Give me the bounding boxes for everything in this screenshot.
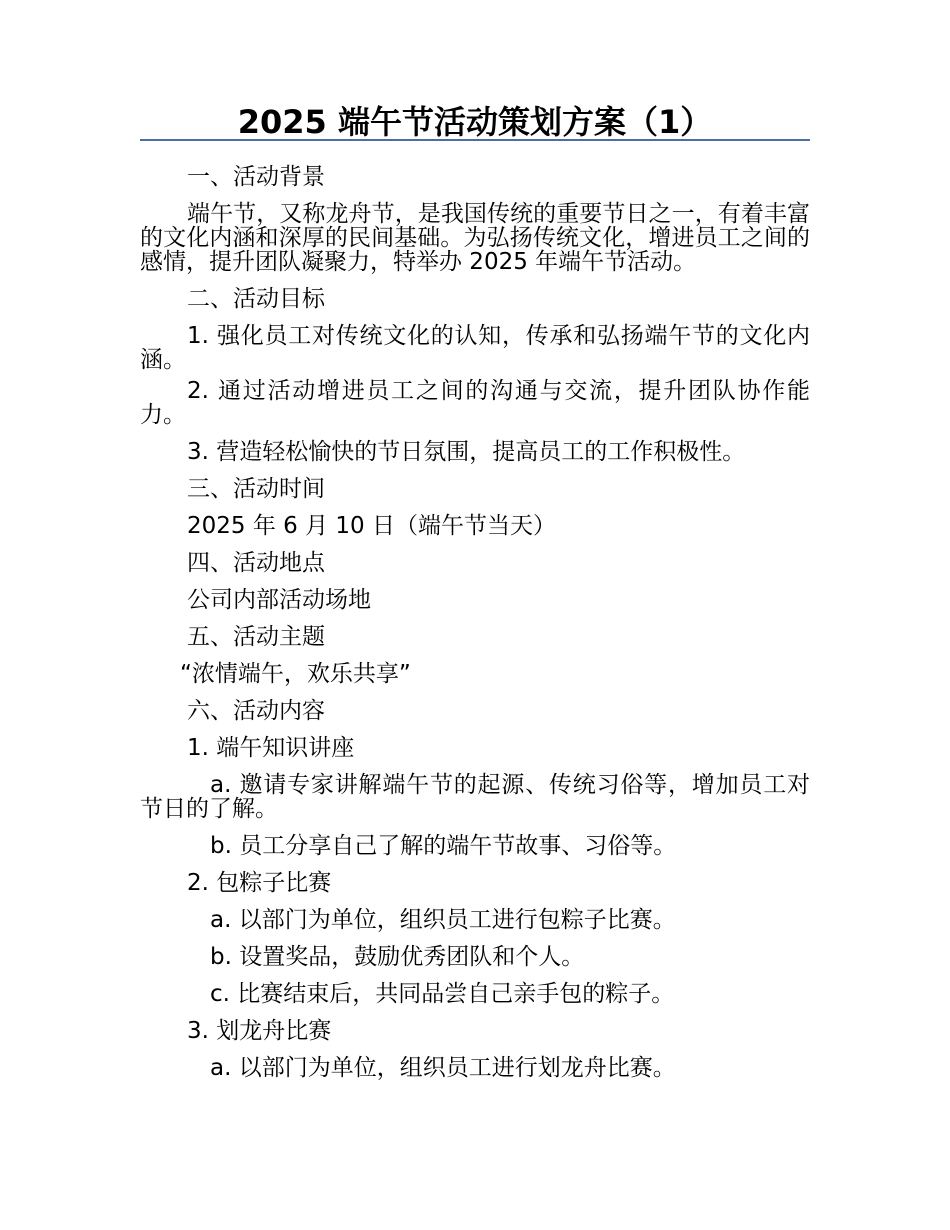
content-subitem-lecture-a: a. 邀请专家讲解端午节的起源、传统习俗等，增加员工对节日的了解。 — [140, 772, 810, 822]
section-heading-theme: 五、活动主题 — [187, 624, 325, 650]
activity-date: 2025 年 6 月 10 日（端午节当天） — [187, 513, 556, 539]
goal-item-3: 3. 营造轻松愉快的节日氛围，提高员工的工作积极性。 — [187, 439, 746, 465]
content-subitem-zongzi-c: c. 比赛结束后，共同品尝自己亲手包的粽子。 — [210, 981, 675, 1007]
goal-item-1: 1. 强化员工对传统文化的认知，传承和弘扬端午节的文化内涵。 — [140, 323, 810, 373]
content-subitem-lecture-b: b. 员工分享自己了解的端午节故事、习俗等。 — [210, 833, 677, 859]
section-heading-goals: 二、活动目标 — [187, 286, 325, 312]
goal-item-2: 2. 通过活动增进员工之间的沟通与交流，提升团队协作能力。 — [140, 378, 810, 428]
activity-theme: “浓情端午，欢乐共享” — [180, 661, 411, 687]
content-item-dragon-boat: 3. 划龙舟比赛 — [187, 1018, 332, 1044]
document-body — [140, 159, 810, 1087]
content-subitem-dragon-boat-a: a. 以部门为单位，组织员工进行划龙舟比赛。 — [210, 1055, 676, 1081]
content-item-lecture: 1. 端午知识讲座 — [187, 735, 355, 761]
activity-location: 公司内部活动场地 — [187, 587, 371, 613]
section-heading-content: 六、活动内容 — [187, 698, 325, 724]
content-subitem-zongzi-a: a. 以部门为单位，组织员工进行包粽子比赛。 — [210, 907, 676, 933]
section-heading-location: 四、活动地点 — [187, 550, 325, 576]
content-item-zongzi: 2. 包粽子比赛 — [187, 870, 332, 896]
section-heading-time: 三、活动时间 — [187, 476, 325, 502]
document-title: 2025 端午节活动策划方案（1） — [237, 103, 713, 141]
background-paragraph: 端午节，又称龙舟节，是我国传统的重要节日之一，有着丰富的文化内涵和深厚的民间基础。为弘扬传统文化，增进员工之间的感情，提升团队凝聚力，特举办 2025 年端午节活动。 — [140, 201, 810, 275]
title-underline — [140, 139, 810, 141]
section-heading-background: 一、活动背景 — [187, 164, 325, 190]
content-subitem-zongzi-b: b. 设置奖品，鼓励优秀团队和个人。 — [210, 944, 585, 970]
